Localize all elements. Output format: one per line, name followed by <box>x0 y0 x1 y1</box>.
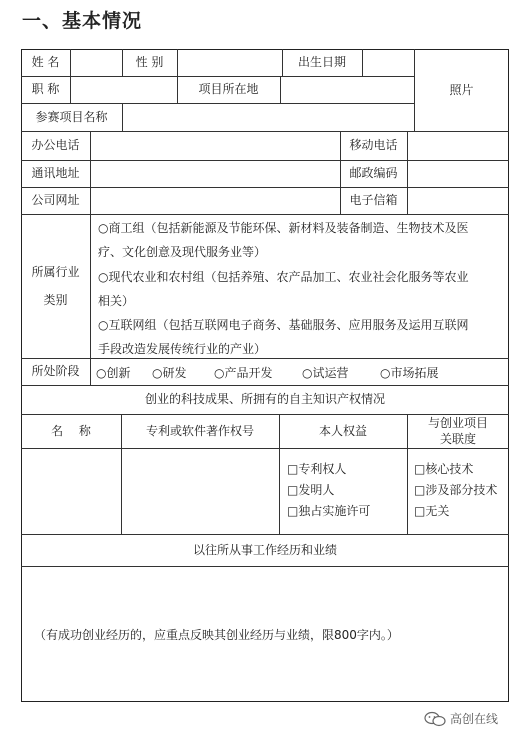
address-label: 通讯地址 <box>31 166 80 181</box>
stage-option-product-dev[interactable]: ○产品开发 <box>214 366 273 380</box>
rights-option-patentee[interactable]: □专利权人 <box>287 462 347 476</box>
project-location-field[interactable] <box>280 76 414 103</box>
project-name-label: 参赛项目名称 <box>35 109 108 124</box>
experience-title: 以往所从事工作经历和业绩 <box>192 542 337 557</box>
ip-col-relevance-line1: 与创业项目 <box>427 416 488 430</box>
experience-note: （有成功创业经历的，应重点反映其创业经历与业绩，限800字内。） <box>34 628 399 642</box>
ip-col-relevance <box>407 414 509 448</box>
stage-option-market[interactable]: ○市场拓展 <box>380 366 439 380</box>
ip-col-patent: 专利或软件著作权号 <box>145 423 254 438</box>
industry-label <box>21 214 90 358</box>
project-location-label: 项目所在地 <box>198 82 259 97</box>
office-phone-field[interactable] <box>90 131 340 160</box>
ip-col-relevance-line2: 关联度 <box>439 432 476 446</box>
website-label: 公司网址 <box>31 193 80 208</box>
email-field[interactable] <box>407 187 509 214</box>
rights-option-exclusive-license[interactable]: □独占实施许可 <box>287 504 371 518</box>
industry-option-agriculture[interactable]: ○现代农业和农村组（包括养殖、农产品加工、农业社会化服务等农业 相关） <box>98 269 469 308</box>
mobile-phone-field[interactable] <box>407 131 509 160</box>
stage-option-innovation[interactable]: ○创新 <box>96 366 131 380</box>
stage-options <box>90 358 509 385</box>
stage-option-rnd[interactable]: ○研发 <box>152 366 187 380</box>
position-field[interactable] <box>70 76 177 103</box>
industry-option-commerce[interactable]: ○商工组（包括新能源及节能环保、新材料及装备制造、生物技术及医 疗、文化创意及现代服务业等） <box>98 221 469 260</box>
watermark-text: 高创在线 <box>450 712 499 726</box>
gender-label: 性 别 <box>135 55 164 70</box>
relevance-options <box>414 459 497 522</box>
stage-label: 所处阶段 <box>31 364 80 379</box>
gender-field[interactable] <box>177 49 282 76</box>
mobile-phone-label: 移动电话 <box>349 138 398 153</box>
industry-option-internet[interactable]: ○互联网组（包括互联网电子商务、基础服务、应用服务及运用互联网 手段改造发展传统行业的产业） <box>98 318 469 357</box>
relevance-option-core[interactable]: □核心技术 <box>414 462 474 476</box>
email-label: 电子信箱 <box>349 193 398 208</box>
ip-section-title: 创业的科技成果、所拥有的自主知识产权情况 <box>144 392 385 407</box>
website-field[interactable] <box>90 187 340 214</box>
birth-date-field[interactable] <box>362 49 414 76</box>
postal-code-field[interactable] <box>407 160 509 187</box>
photo-cell[interactable]: 照片 <box>449 82 474 97</box>
industry-label-line1: 所属行业 <box>31 265 80 279</box>
position-label: 职 称 <box>31 82 60 97</box>
watermark <box>424 710 498 727</box>
industry-options <box>98 216 508 362</box>
name-label: 姓 名 <box>31 55 60 70</box>
name-field[interactable] <box>70 49 122 76</box>
ip-col-name: 名 称 <box>51 423 91 438</box>
relevance-option-partial[interactable]: □涉及部分技术 <box>414 483 498 497</box>
stage-option-trial[interactable]: ○试运营 <box>302 366 349 380</box>
section-title: 一、基本情况 <box>22 10 143 32</box>
address-field[interactable] <box>90 160 340 187</box>
rights-option-inventor[interactable]: □发明人 <box>287 483 335 497</box>
rights-options <box>287 459 370 522</box>
ip-col-rights: 本人权益 <box>318 423 367 438</box>
project-name-field[interactable] <box>122 103 414 131</box>
ip-patent-field[interactable] <box>121 448 279 534</box>
relevance-option-none[interactable]: □无关 <box>414 504 450 518</box>
industry-label-line2: 类别 <box>43 293 68 307</box>
postal-code-label: 邮政编码 <box>349 166 398 181</box>
birth-date-label: 出生日期 <box>297 55 346 70</box>
wechat-icon <box>424 711 446 727</box>
ip-name-field[interactable] <box>21 448 121 534</box>
office-phone-label: 办公电话 <box>31 138 80 153</box>
